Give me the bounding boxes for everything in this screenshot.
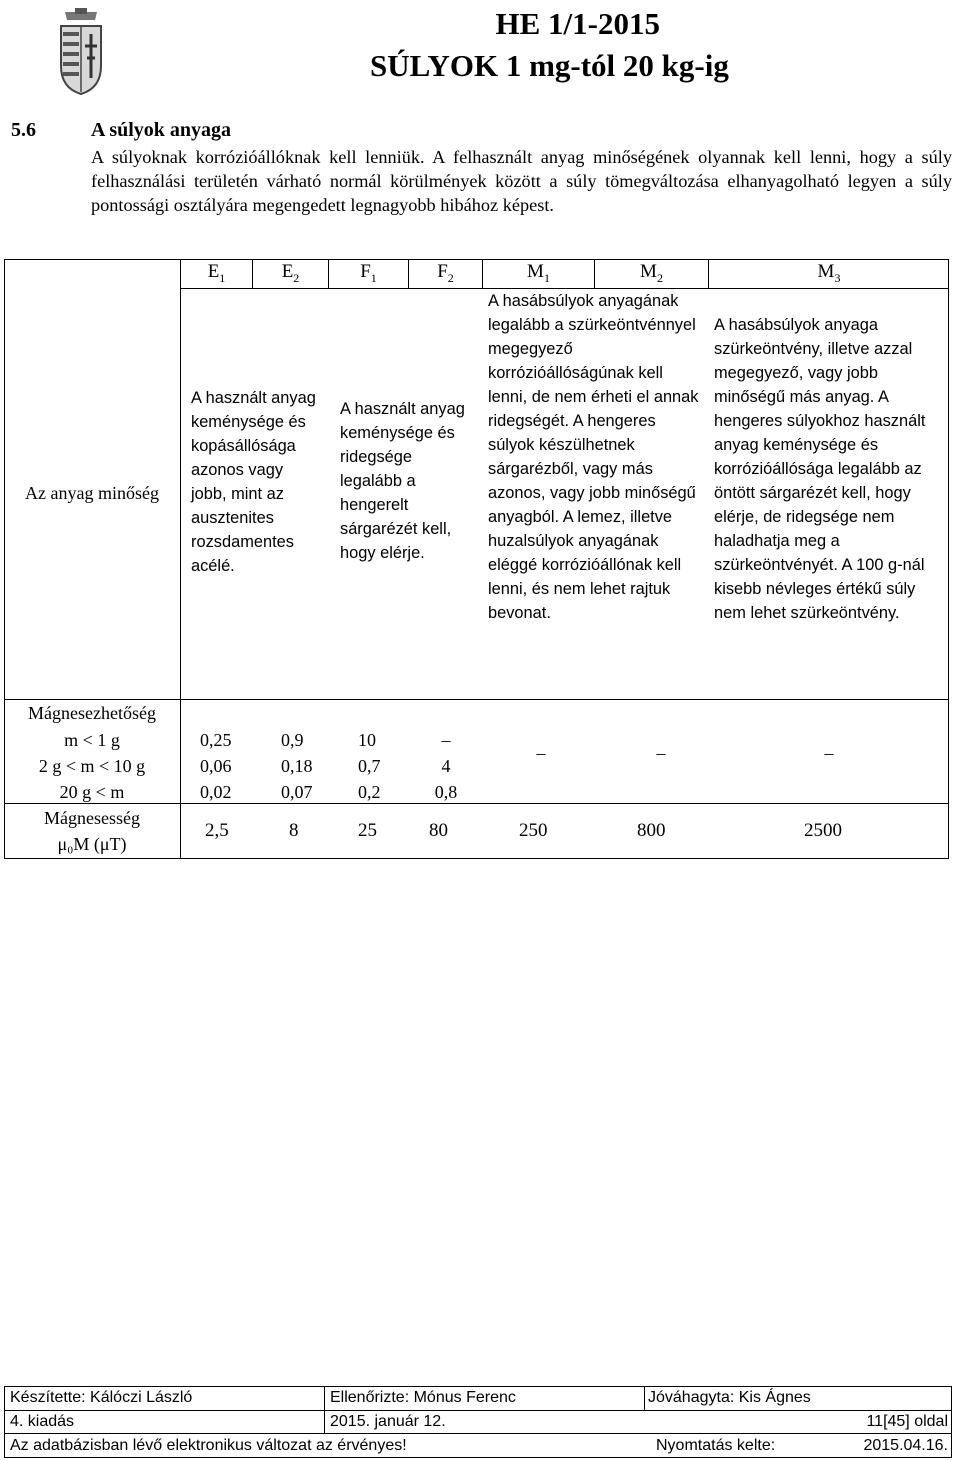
mass-range: 20 g < m bbox=[59, 782, 125, 802]
section-paragraph: A súlyoknak korrózióállóknak kell lenniük. A felhasznált anyag minőségének olyannak kell lenni, hogy a súly felhasználási területén várható normál körülmények között a súly tömegváltozása elhanyagolható legyen a súly pontossági osztályára megengedett legnagyobb hibához képest. bbox=[91, 147, 952, 215]
column-header-m3: $M_3$ bbox=[817, 261, 841, 285]
column-header-f1: $F_1$ bbox=[360, 261, 377, 285]
magnetization-e2: 8 bbox=[289, 820, 299, 841]
magnetization-f2: 80 bbox=[429, 820, 448, 841]
column-header-e1: $E_1$ bbox=[207, 261, 226, 285]
susceptibility-m2: – bbox=[656, 743, 666, 763]
quality-m1-text: A hasábsúlyok anyagának legalább a szürkeöntvénnyel megegyező korrózióállóságúnak kell lenni, de nem érheti el annak ridegségét. A hengeres súlyok készülhetnek sárgarézből, vagy más azonos, vagy jobb minőségű anyagból. A lemez, illetve huzalsúlyok anyagának eléggé korrózióállónak kell lenni, és nem lehet rajtuk bevonat. bbox=[488, 292, 699, 622]
material-table bbox=[4, 259, 949, 859]
susceptibility-f2: – 4 0,8 bbox=[434, 730, 458, 802]
mass-range: 2 g < m < 10 g bbox=[38, 756, 146, 776]
row-label-quality: Az anyag minőség bbox=[25, 483, 159, 503]
footer-edition: 4. kiadás bbox=[10, 1413, 75, 1430]
column-header-f2: $F_2$ bbox=[437, 261, 454, 285]
footer-date: 2015. január 12. bbox=[330, 1413, 446, 1430]
susceptibility-e1: 0,25 0,06 0,02 bbox=[200, 730, 232, 802]
susceptibility-m3: – bbox=[824, 743, 834, 763]
mass-range-list bbox=[4, 727, 180, 805]
footer-validity: Az adatbázisban lévő elektronikus változat az érvényes! bbox=[10, 1437, 407, 1454]
magnetization-f1: 25 bbox=[358, 820, 377, 841]
section-number: 5.6 bbox=[11, 119, 36, 141]
magnetization-m3: 2500 bbox=[804, 820, 842, 841]
column-header-m1: $M_1$ bbox=[527, 261, 550, 285]
mass-range: m < 1 g bbox=[64, 730, 120, 750]
quality-m23-text: A hasábsúlyok anyaga szürkeöntvény, illetve azzal megegyező, vagy jobb minőségű más anyag. A hengeres súlyokhoz használt anyag keménysége és korrózióállósága legalább az öntött sárgarézét kell, hogy elérje, de ridegsége nem haladhatja meg a szürkeöntvényét. A 100 g-nál kisebb névleges értékű súly nem lehet szürkeöntvény. bbox=[714, 316, 926, 622]
footer-print-date: 2015.04.16. bbox=[863, 1437, 948, 1454]
row-label-susceptibility: Mágnesezhetőség bbox=[28, 703, 156, 723]
footer-print-label: Nyomtatás kelte: bbox=[656, 1437, 776, 1454]
magnetization-m2: 800 bbox=[637, 820, 666, 841]
document-footer bbox=[4, 1386, 952, 1458]
footer-page: 11[45] oldal bbox=[866, 1413, 948, 1430]
column-header-e2: $E_2$ bbox=[281, 261, 300, 285]
document-title: SÚLYOK 1 mg-tól 20 kg-ig bbox=[370, 48, 729, 83]
susceptibility-m1: – bbox=[536, 743, 546, 763]
magnetization-unit: μ₀M (μT) bbox=[57, 834, 127, 854]
magnetization-m1: 250 bbox=[519, 820, 548, 841]
susceptibility-f1: 10 0,7 0,2 bbox=[358, 730, 381, 802]
footer-approved: Jóváhagyta: Kis Ágnes bbox=[648, 1389, 811, 1406]
row-label-magnetization: Mágnesesség bbox=[44, 808, 140, 828]
quality-f-text: A használt anyag keménysége és ridegsége legalább a hengerelt sárgarézét kell, hogy elérje. bbox=[340, 400, 465, 562]
document-code: HE 1/1-2015 bbox=[495, 6, 660, 41]
magnetization-e1: 2,5 bbox=[205, 820, 229, 841]
susceptibility-e2: 0,9 0,18 0,07 bbox=[281, 730, 313, 802]
section-title: A súlyok anyaga bbox=[91, 119, 232, 141]
quality-e-text: A használt anyag keménysége és kopásállósága azonos vagy jobb, mint az ausztenites rozsdamentes acélé. bbox=[191, 389, 316, 575]
column-header-m2: $M_2$ bbox=[640, 261, 663, 285]
footer-checked: Ellenőrizte: Mónus Ferenc bbox=[330, 1389, 516, 1406]
coat-of-arms-logo bbox=[55, 8, 107, 96]
footer-prepared: Készítette: Kálóczi László bbox=[10, 1389, 193, 1406]
